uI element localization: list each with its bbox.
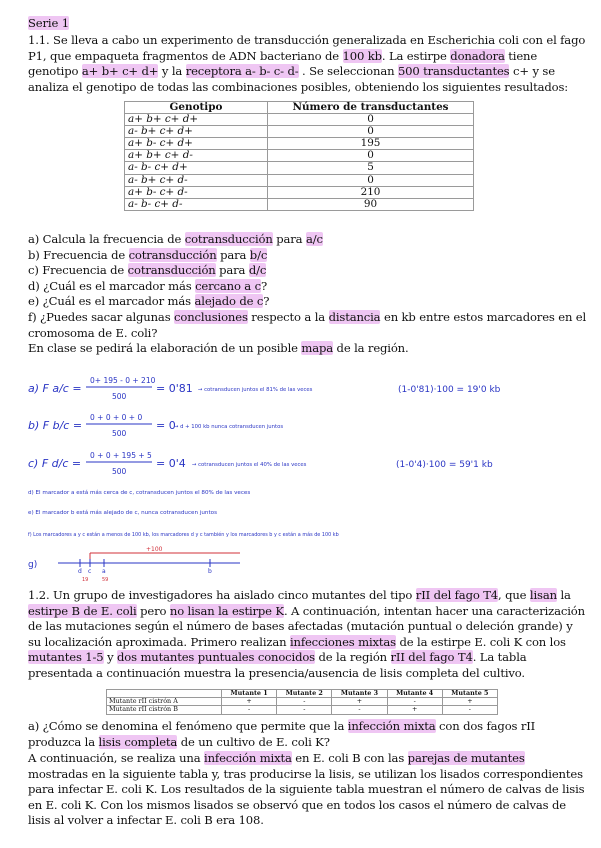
lysis-cell: - [277, 698, 332, 706]
q2-text: de la región [314, 650, 391, 665]
serie-title [28, 16, 588, 32]
question-1-1-statement [28, 33, 588, 95]
q1-text: 1.1. Se lleva a cabo un experimento de transducción generalizada en Escherichia coli con el fago P1, que empaqueta fragmentos de ADN bacteriano de [28, 33, 586, 63]
lysis-cell: + [222, 698, 277, 706]
hw-map-b: b [208, 568, 212, 575]
q1-text: y la [161, 64, 186, 79]
hw-e-line: e) El marcador b está más alejado de c, nunca cotransducen juntos [28, 510, 217, 516]
hw-c-label: c) F d/c = [28, 457, 82, 470]
q1-highlight-receptora: receptora a- b- c- d- [185, 64, 299, 79]
q2-text: . La tabla presentada a continuación muestra la presencia/ausencia de lisis completa del cultivo. [28, 650, 527, 680]
question-1-2-a [28, 719, 588, 750]
question-a [28, 232, 588, 248]
qc-text: c) Frecuencia de [28, 263, 128, 278]
question-g [28, 341, 588, 357]
hw-map-d: d [78, 568, 82, 575]
qg-text: de la región. [333, 341, 409, 356]
qd-highlight: cercano a c [195, 278, 261, 293]
count-cell: 0 [268, 174, 474, 186]
qa-highlight: cotransducción [184, 232, 273, 246]
count-cell: 0 [268, 126, 474, 138]
qc-text: para [215, 263, 249, 278]
hw-b-numerator: 0 + 0 + 0 + 0 [90, 413, 143, 422]
qe-text: ? [263, 294, 270, 309]
q2a-text: con dos fagos rII produzca la [28, 719, 536, 749]
handwritten-answers [28, 372, 588, 584]
q2-p3-text: mostradas en la siguiente tabla y, tras producirse la lisis, se utilizan los lisados correspondientes para infectar E. coli K. Los resultados de la siguiente tabla muestran el número de calvas de lisis en E. coli K. Con los mismos lisados se observó que en todos los casos el número de calvas de lisis al volver a infectar E. coli B era 108. [28, 766, 585, 828]
q2-p3-text: en E. coli B con las [291, 751, 408, 765]
question-d [28, 279, 588, 295]
qg-text: En clase se pedirá la elaboración de un posible [28, 341, 302, 356]
genotype-cell: a+ b+ c+ d- [125, 150, 268, 162]
genotype-table [124, 101, 474, 211]
hw-g-label: g) [28, 560, 38, 570]
q2a-highlight: lisis completa [98, 734, 178, 749]
row-label: Mutante rII cistrón B [107, 706, 222, 714]
q2-text: pero [136, 603, 170, 618]
table-header: Mutante 4 [387, 690, 442, 698]
table-row [125, 126, 474, 138]
questions-1-1 [28, 232, 588, 357]
q2-text: , que [498, 588, 530, 602]
table-header: Mutante 5 [442, 690, 497, 698]
q2-text: de la estirpe E. coli K con los [395, 634, 566, 649]
genotype-cell: a+ b- c+ d- [125, 186, 268, 198]
genotype-cell: a- b- c+ d+ [125, 162, 268, 174]
q1-text: c+ y se analiza el genotipo de todas las combinaciones posibles, obteniendo los siguientes resultados: [28, 64, 569, 94]
q2-highlight: estirpe B de E. coli [28, 603, 137, 618]
lysis-cell: - [332, 706, 387, 714]
lysis-cell: - [442, 706, 497, 714]
question-1-2-continuation [28, 751, 588, 829]
table-header: Mutante 1 [222, 690, 277, 698]
lysis-table [106, 689, 498, 715]
hw-d-line: d) El marcador a está más cerca de c, cotransducen juntos el 80% de las veces [28, 490, 251, 496]
q2-p3-text: A continuación, se realiza una [28, 751, 205, 765]
q2-text: 1.2. Un grupo de investigadores ha aislado cinco mutantes del tipo [28, 588, 416, 602]
q1-highlight-100kb: 100 kb [342, 48, 382, 63]
lysis-cell: + [332, 698, 387, 706]
count-cell: 0 [268, 114, 474, 126]
lysis-cell: + [442, 698, 497, 706]
genotype-cell: a- b+ c+ d+ [125, 126, 268, 138]
hw-f-line: f) Los marcadores a y c están a menos de 100 kb, los marcadores d y c también y los marcadores b y c están a más de 100 kb [28, 532, 339, 538]
qc-highlight: cotransducción [127, 263, 216, 278]
row-label: Mutante rII cistrón A [107, 698, 222, 706]
q2-highlight: dos mutantes puntuales conocidos [117, 650, 315, 665]
genotype-cell: a- b- c+ d- [125, 198, 268, 210]
table-row [125, 138, 474, 150]
table-header: Número de transductantes [268, 102, 474, 114]
qd-text: ? [260, 278, 268, 293]
table-row [125, 198, 474, 210]
q1-text: tiene genotipo [28, 48, 538, 79]
q2a-highlight: infección mixta [347, 719, 436, 733]
hw-c-numerator: 0 + 0 + 195 + 5 [90, 451, 152, 460]
hw-map-a: a [102, 568, 106, 575]
qa-text: a) Calcula la frecuencia de [28, 232, 185, 246]
qg-highlight: mapa [301, 341, 334, 356]
q1-highlight-500: 500 transductantes [397, 64, 510, 79]
lysis-cell: - [277, 706, 332, 714]
hw-map-19: 19 [82, 577, 89, 583]
count-cell: 0 [268, 150, 474, 162]
qe-text: e) ¿Cuál es el marcador más [28, 294, 195, 309]
hw-a-label: a) F a/c = [28, 382, 82, 395]
qc-highlight: d/c [248, 263, 267, 278]
table-row [125, 150, 474, 162]
qf-text: en kb entre estos marcadores en el cromosoma de E. coli? [28, 309, 587, 340]
table-row [125, 186, 474, 198]
hw-map-c: c [88, 568, 92, 575]
qb-highlight: cotransducción [128, 247, 217, 262]
genotype-cell: a- b+ c+ d- [125, 174, 268, 186]
question-c [28, 263, 588, 279]
hw-b-denominator: 500 [112, 429, 127, 438]
hw-b-result: = 0 [156, 419, 176, 432]
hw-a-denominator: 500 [112, 392, 127, 401]
table-row [107, 706, 498, 714]
q2-highlight: rII del fago T4 [390, 650, 473, 665]
table-header-row [125, 102, 474, 114]
question-e [28, 294, 588, 310]
hw-b-note: → d + 100 kb nunca cotransducen juntos [174, 424, 284, 430]
q2-highlight: mutantes 1-5 [28, 650, 104, 665]
lysis-cell: - [222, 706, 277, 714]
qa-highlight: a/c [305, 232, 323, 246]
q1-text: . Se seleccionan [298, 64, 398, 79]
table-row [125, 162, 474, 174]
q2-p3-highlight: parejas de mutantes [407, 751, 525, 765]
hw-map-top-label: +100 [146, 546, 163, 553]
q2-text: . A continuación, intentan hacer una caracterización de las mutaciones según el número de bases afectadas (mutación puntual o deleción grande) y su localización aproximada. Primero realizan [28, 603, 585, 649]
q2-text: y [103, 650, 118, 665]
hw-a-calc: (1-0'81)·100 = 19'0 kb [398, 385, 501, 395]
q2-highlight: lisan [529, 588, 557, 602]
hw-a-note: → cotransducen juntos el 81% de las veces [198, 387, 313, 393]
hw-a-result: = 0'81 [156, 382, 193, 395]
qb-highlight: b/c [249, 247, 268, 262]
hw-c-denominator: 500 [112, 467, 127, 476]
genotype-cell: a+ b+ c+ d+ [125, 114, 268, 126]
hw-c-note: → cotransducen juntos el 40% de las veces [192, 462, 307, 468]
question-1-2-statement [28, 588, 588, 682]
table-header: Mutante 2 [277, 690, 332, 698]
table-row [125, 114, 474, 126]
lysis-cell: - [387, 698, 442, 706]
q2-highlight: infecciones mixtas [289, 634, 396, 649]
serie-title-text: Serie 1 [28, 16, 69, 30]
table-header: Mutante 3 [332, 690, 387, 698]
qb-text: b) Frecuencia de [28, 247, 129, 262]
genotype-cell: a+ b- c+ d+ [125, 138, 268, 150]
hw-map-59: 59 [102, 577, 109, 583]
qb-text: para [216, 247, 250, 262]
hw-c-result: = 0'4 [156, 457, 186, 470]
q2-highlight: rII del fago T4 [415, 588, 499, 602]
question-f [28, 310, 588, 341]
hw-a-numerator: 0+ 195 - 0 + 210 [90, 376, 156, 385]
count-cell: 90 [268, 198, 474, 210]
qd-text: d) ¿Cuál es el marcador más [28, 278, 196, 293]
table-row [125, 174, 474, 186]
q1-highlight-donadora: donadora [450, 48, 505, 63]
hw-b-label: b) F b/c = [28, 419, 83, 432]
q1-text: . La estirpe [381, 48, 451, 63]
qf-highlight: conclusiones [174, 309, 248, 324]
q1-highlight-genotype-donor: a+ b+ c+ d+ [81, 64, 159, 79]
count-cell: 195 [268, 138, 474, 150]
qf-text: f) ¿Puedes sacar algunas [28, 309, 175, 324]
question-b [28, 248, 588, 264]
count-cell: 5 [268, 162, 474, 174]
qa-text: para [272, 232, 306, 246]
table-header: Genotipo [125, 102, 268, 114]
q2-p3-highlight: infección mixta [204, 751, 292, 765]
lysis-cell: + [387, 706, 442, 714]
q2a-text: de un cultivo de E. coli K? [177, 734, 330, 749]
count-cell: 210 [268, 186, 474, 198]
hw-c-calc: (1-0'4)·100 = 59'1 kb [396, 460, 493, 470]
q2-text: la [556, 588, 571, 602]
qe-highlight: alejado de c [194, 294, 264, 309]
q2-highlight: no lisan la estirpe K [169, 603, 284, 618]
qf-text: respecto a la [247, 309, 329, 324]
qf-highlight: distancia [328, 309, 381, 324]
q2a-text: a) ¿Cómo se denomina el fenómeno que permite que la [28, 719, 348, 733]
